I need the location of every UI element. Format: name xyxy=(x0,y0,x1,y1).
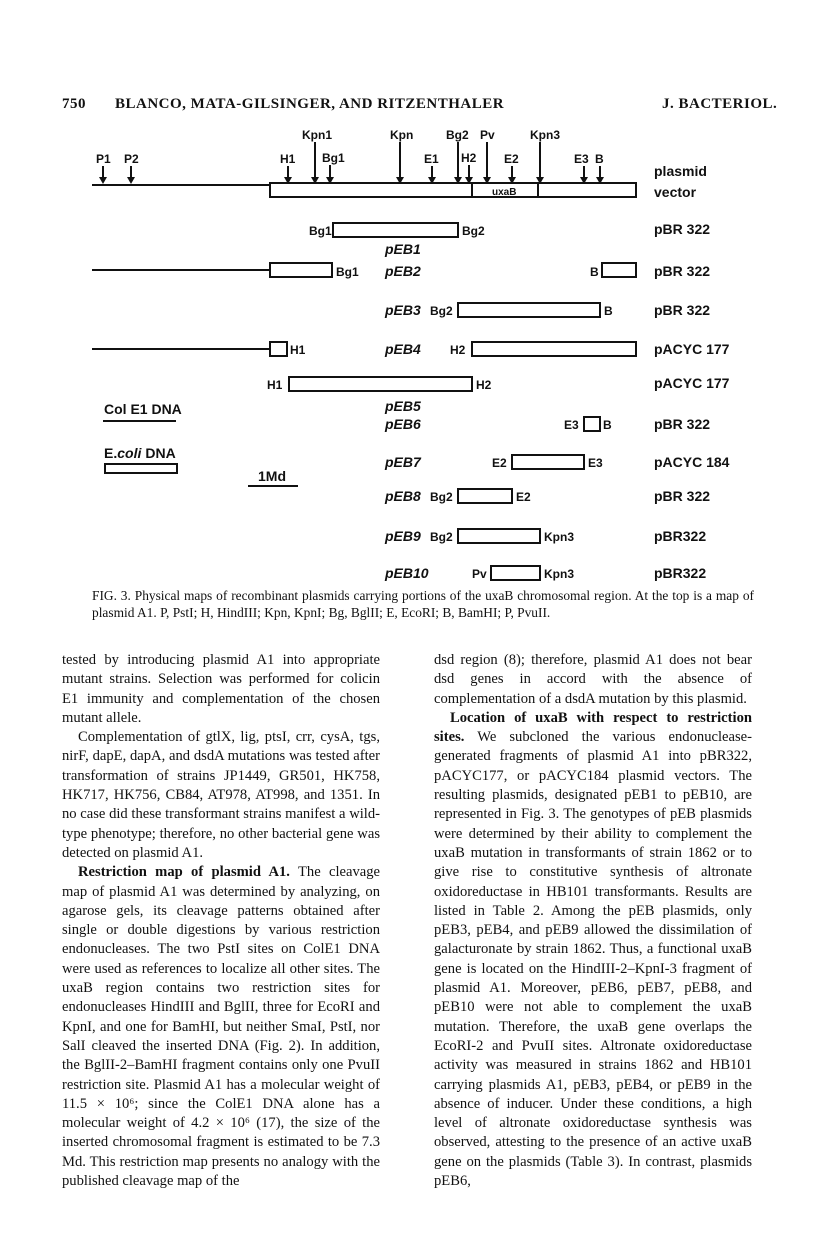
pEB1-name: pEB1 xyxy=(385,241,421,257)
pEB4-fragment-left xyxy=(270,342,287,356)
running-authors: BLANCO, MATA-GILSINGER, AND RITZENTHALER xyxy=(115,96,505,112)
pEB10-right-site: Kpn3 xyxy=(544,567,574,581)
right-paragraph-2 xyxy=(434,709,752,1191)
pEB8-fragment xyxy=(458,489,512,503)
column-plasmid: plasmid xyxy=(654,163,707,179)
legend-ecoli-label xyxy=(104,445,176,461)
site-h1: H1 xyxy=(280,152,296,166)
pEB5-name: pEB5 xyxy=(385,398,421,414)
pEB6-fragment xyxy=(584,417,600,431)
pEB5-left-site: H1 xyxy=(267,378,283,392)
pEB6-vector: pBR 322 xyxy=(654,416,711,432)
site-e3: E3 xyxy=(574,152,589,166)
a1-insert-box xyxy=(270,183,636,197)
pEB8-left-site: Bg2 xyxy=(430,490,453,504)
left-paragraph-1: tested by introducing plasmid A1 into appropriate mutant strains. Selection was performed for colicin E1 immunity and complementation of the chosen mutant allele. xyxy=(62,652,380,726)
site-pv: Pv xyxy=(480,128,495,142)
pEB2-right-site: B xyxy=(590,265,599,279)
restriction-map-body: The cleavage map of plasmid A1 was determined by analyzing, on agarose gels, its cleavage patterns obtained after single or double digestions by various restriction endonucleases. The two PstI sites on ColE1 DNA were used as references to localize all other sites. The uxaB region contains two restriction sites for endonucleases HindIII and BglII, three for EcoRI and KpnI, and one for BamHI, but neither SmaI, PstI, nor SalI cleaved the inserted DNA (Fig. 2). In addition, the BglII-2–BamHI fragment contains only one PvuII restriction site. Plasmid A1 has a molecular weight of 11.5 × 10⁶; since the ColE1 DNA alone has a molecular weight of 4.2 × 10⁶ (17), the size of the inserted chromosomal fragment is estimated to be 7.3 Md. This restriction map presents no analogy with the published cleavage map of the xyxy=(62,864,381,1190)
pEB4-left-site: H1 xyxy=(290,343,306,357)
pEB2-name: pEB2 xyxy=(385,263,421,279)
location-heading: Location of uxaB with respect to restriction sites. xyxy=(434,709,752,746)
site-e2: E2 xyxy=(504,152,519,166)
legend-ecoli-italic: coli xyxy=(117,445,142,461)
pEB5-fragment xyxy=(289,377,472,391)
site-h2: H2 xyxy=(461,151,477,165)
legend-ecoli-box xyxy=(105,464,177,473)
pEB9-vector: pBR322 xyxy=(654,528,707,544)
pEB1-right-site: Bg2 xyxy=(462,224,485,238)
figure-caption: FIG. 3. Physical maps of recombinant plasmids carrying portions of the uxaB chromosomal region. At the top is a map of plasmid A1. P, PstI; H, HindIII; Kpn, KpnI; Bg, BglII; E, EcoRI; B, BamHI; P, PvuII. xyxy=(92,588,754,620)
pEB6-right-site: B xyxy=(603,418,612,432)
pEB2-left-site: Bg1 xyxy=(336,265,359,279)
pEB6-left-site: E3 xyxy=(564,418,579,432)
pEB7-vector: pACYC 184 xyxy=(654,454,730,470)
uxab-gene-label: uxaB xyxy=(492,187,517,198)
site-p1: P1 xyxy=(96,152,111,166)
pEB2-fragment-right xyxy=(602,263,636,277)
pEB10-fragment xyxy=(491,566,540,580)
journal-name: J. BACTERIOL. xyxy=(662,96,778,112)
site-bg1: Bg1 xyxy=(322,151,345,165)
right-paragraph-1: dsd region (8); therefore, plasmid A1 does not bear dsd genes in accord with the absence of complementation of a dsdA mutation by this plasmid. xyxy=(434,652,752,707)
pEB9-fragment xyxy=(458,529,540,543)
site-e1: E1 xyxy=(424,152,439,166)
pEB3-name: pEB3 xyxy=(385,302,421,318)
pEB6-name: pEB6 xyxy=(385,416,421,432)
pEB3-fragment xyxy=(458,303,600,317)
pEB10-vector: pBR322 xyxy=(654,565,707,581)
pEB9-name: pEB9 xyxy=(385,528,421,544)
pEB2-fragment-left xyxy=(270,263,332,277)
pEB9-left-site: Bg2 xyxy=(430,530,453,544)
left-paragraph-2: Complementation of gtlX, lig, ptsI, crr, cysA, tgs, nirF, dapE, dapA, and dsdA mutations was tested after transformation of strains JP1449, GR501, HK758, HK717, HK756, CB84, AT978, AT998, and 1351. In no case did these transformant strains manifest a wild-type phenotype; therefore, no other bacterial gene was detected on plasmid A1. xyxy=(62,729,380,861)
pEB7-right-site: E3 xyxy=(588,456,603,470)
pEB8-name: pEB8 xyxy=(385,488,421,504)
pEB4-name: pEB4 xyxy=(385,341,421,357)
pEB5-vector: pACYC 177 xyxy=(654,375,730,391)
pEB8-vector: pBR 322 xyxy=(654,488,711,504)
scale-label: 1Md xyxy=(258,468,286,484)
pEB7-fragment xyxy=(512,455,584,469)
legend-cole1-label: Col E1 DNA xyxy=(104,401,182,417)
pEB9-right-site: Kpn3 xyxy=(544,530,574,544)
pEB10-left-site: Pv xyxy=(472,567,487,581)
page-number: 750 xyxy=(62,96,86,112)
pEB4-vector: pACYC 177 xyxy=(654,341,730,357)
left-column xyxy=(62,651,380,1191)
figure-3-plasmid-maps xyxy=(0,0,816,600)
site-kpn: Kpn xyxy=(390,128,414,142)
pEB8-right-site: E2 xyxy=(516,490,531,504)
pEB7-left-site: E2 xyxy=(492,456,507,470)
pEB3-vector: pBR 322 xyxy=(654,302,711,318)
left-paragraph-3 xyxy=(62,863,380,1191)
pEB1-vector: pBR 322 xyxy=(654,221,711,237)
pEB1-left-site: Bg1 xyxy=(309,224,332,238)
site-kpn3: Kpn3 xyxy=(530,128,560,142)
pEB4-right-site: H2 xyxy=(450,343,466,357)
pEB5-right-site: H2 xyxy=(476,378,492,392)
legend-ecoli-prefix: E. xyxy=(104,445,118,461)
right-column xyxy=(434,651,752,1191)
pEB3-left-site: Bg2 xyxy=(430,304,453,318)
pEB7-name: pEB7 xyxy=(385,454,421,470)
site-kpn1: Kpn1 xyxy=(302,128,332,142)
pEB1-fragment xyxy=(333,223,458,237)
pEB10-name: pEB10 xyxy=(385,565,429,581)
site-p2: P2 xyxy=(124,152,139,166)
pEB4-fragment-right xyxy=(472,342,636,356)
site-bg2: Bg2 xyxy=(446,128,469,142)
location-body: We subcloned the various endonuclease-generated fragments of plasmid A1 into pBR322, pACYC177, or pACYC184 plasmid vectors. The resulting plasmids, designated pEB1 to pEB10, are represented in Fig. 3. The genotypes of pEB plasmids were determined by their ability to complement the uxaB mutation in transformants of strain 1862 or to give rise to constitutive synthesis of altronate oxidoreductase in HB101 transformants. Results are listed in Table 2. Among the pEB plasmids, only pEB3, pEB4, and pEB9 allowed the dissimilation of galacturonate by strain 1862. Thus, a functional uxaB gene is located on the HindIII-2–KpnI-3 fragment of plasmid A1. Moreover, pEB6, pEB7, pEB8, and pEB10 were not able to complement the uxaB mutation. Therefore, the uxaB gene overlaps the EcoRI-2 and PvuII sites. Altronate oxidoreductase activity was measured in strains 1862 and HB101 carrying plasmids A1, pEB3, pEB4, or pEB9 in the absence of inducer. Under these conditions, a high level of altronate oxidoreductase synthesis was observed, attesting to the presence of an active uxaB gene on the plasmids (Table 3). In contrast, plasmids pEB6, xyxy=(434,729,752,1190)
pEB3-right-site: B xyxy=(604,304,613,318)
restriction-map-heading: Restriction map of plasmid A1. xyxy=(78,864,290,881)
column-vector: vector xyxy=(654,184,697,200)
site-b: B xyxy=(595,152,604,166)
legend-ecoli-suffix: DNA xyxy=(145,445,176,461)
pEB2-vector: pBR 322 xyxy=(654,263,711,279)
